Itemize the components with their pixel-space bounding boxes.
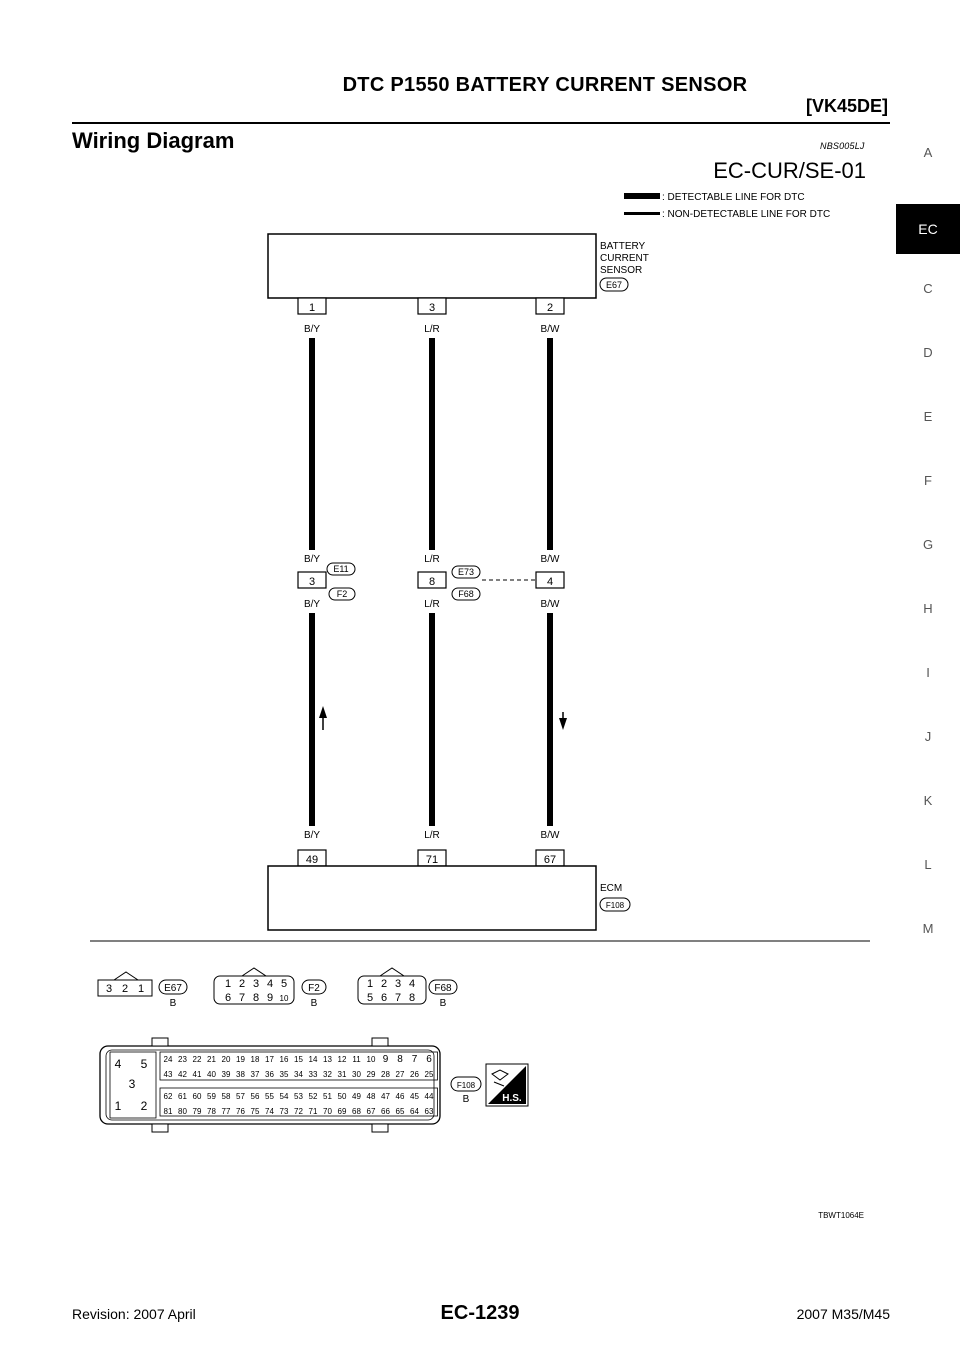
wire-color-top: B/Y [303, 324, 321, 335]
legend-non-detectable-label: : NON-DETECTABLE LINE FOR DTC [662, 209, 831, 220]
wire-color-joint-above: B/Y [303, 554, 321, 565]
connector-pin-label: 81 [163, 1107, 173, 1116]
wire-color-joint-below: L/R [424, 599, 440, 610]
connector-pin-label: 72 [294, 1107, 303, 1116]
connector-pin-label: 5 [280, 978, 288, 990]
connector-view-e67 [98, 972, 187, 1009]
connector-color-label: B [462, 1094, 470, 1105]
connector-pin-label: 40 [207, 1070, 216, 1079]
connector-pin-label: 31 [337, 1070, 347, 1079]
connector-pin-label: 16 [279, 1055, 289, 1064]
connector-pin-label: 27 [395, 1070, 405, 1079]
connector-pin-label: 2 [380, 978, 388, 990]
connector-pin-label: 64 [410, 1107, 419, 1116]
sensor-pin-label: 1 [308, 302, 316, 314]
joint-pin-label: 3 [308, 576, 316, 588]
joint-connector-f2-label: F2 [336, 589, 348, 599]
ecm-box [268, 866, 596, 930]
connector-pin-label: 68 [352, 1107, 361, 1116]
connector-pin-label: 65 [395, 1107, 405, 1116]
section-code: NBS005LJ [820, 141, 865, 151]
connector-pin-label: 20 [221, 1055, 231, 1064]
connector-pin-label: 76 [236, 1107, 245, 1116]
connector-pin-label: 3 [128, 1077, 136, 1091]
connector-pin-label: 11 [352, 1055, 361, 1064]
side-tab-i[interactable]: I [926, 665, 930, 680]
sensor-connector-label: E67 [605, 280, 623, 290]
connector-pin-label: 51 [323, 1092, 332, 1101]
connector-pin-label: 2 [140, 1099, 148, 1113]
section-title: Wiring Diagram [72, 128, 235, 153]
connector-pin-label: 38 [236, 1070, 245, 1079]
legend-non-detectable-swatch [624, 212, 660, 215]
legend [624, 192, 830, 220]
connector-pin-label: 50 [337, 1092, 347, 1101]
connector-pin-label: 77 [221, 1107, 231, 1116]
connector-pin-label: 78 [207, 1107, 216, 1116]
connector-pin-label: 71 [308, 1107, 318, 1116]
joint-connector-e11-label: E11 [333, 564, 349, 574]
ecm-pin-label: 49 [305, 854, 319, 866]
connector-pin-label: 32 [323, 1070, 332, 1079]
connector-color-label: B [169, 998, 177, 1009]
connector-pin-label: 19 [236, 1055, 245, 1064]
connector-pin-label: 74 [265, 1107, 274, 1116]
footer-revision: Revision: 2007 April [72, 1306, 196, 1322]
connector-pin-label: 1 [224, 978, 232, 990]
connector-pin-label: 9 [266, 992, 274, 1004]
connector-pin-label: 33 [308, 1070, 318, 1079]
arrow-down-icon [559, 718, 567, 730]
connector-pin-label: 46 [395, 1092, 405, 1101]
connector-pin-label: 4 [266, 978, 274, 990]
connector-pin-label: 57 [236, 1092, 245, 1101]
joint-connector-e73-label: E73 [457, 567, 475, 577]
connector-pin-label: 7 [394, 992, 402, 1004]
connector-pin-label: 12 [337, 1055, 347, 1064]
side-tab-a[interactable]: A [923, 145, 933, 160]
ecm-pin-label: 67 [543, 854, 557, 866]
wire-color-joint-above: B/W [540, 554, 560, 565]
connector-pin-label: 1 [137, 983, 145, 995]
connector-id-label: F2 [308, 983, 320, 994]
connector-latch-icon [152, 1124, 168, 1132]
wire-channel-3 [534, 298, 567, 881]
side-tab-d[interactable]: D [923, 345, 933, 360]
side-tab-j[interactable]: J [924, 729, 932, 744]
connector-pin-label: 69 [337, 1107, 347, 1116]
footer-page-number: EC-1239 [440, 1302, 520, 1324]
sensor-pin-label: 2 [546, 302, 554, 314]
connector-pin-label: 41 [192, 1070, 202, 1079]
connector-pin-label: 59 [207, 1092, 216, 1101]
connector-pin-label: 1 [114, 1099, 122, 1113]
connector-pin-label: 45 [410, 1092, 419, 1101]
connector-pin-label: 54 [279, 1092, 289, 1101]
harness-side-icon [492, 1070, 508, 1086]
connector-pin-label: 70 [323, 1107, 332, 1116]
connector-pin-label: 22 [192, 1055, 202, 1064]
hs-badge [486, 1064, 528, 1106]
connector-pin-label: 62 [163, 1092, 173, 1101]
connector-latch-icon [372, 1124, 388, 1132]
connector-pin-label: 10 [366, 1055, 376, 1064]
connector-id-label: F108 [456, 1081, 476, 1090]
connector-pin-label: 1 [366, 978, 374, 990]
connector-pin-label: 5 [140, 1057, 148, 1071]
side-tab-l[interactable]: L [924, 857, 932, 872]
side-tab-m[interactable]: M [922, 921, 934, 936]
connector-id-label: E67 [164, 983, 182, 994]
connector-id-label: F68 [434, 983, 452, 994]
connector-color-label: B [310, 998, 318, 1009]
connector-latch-icon [114, 972, 138, 980]
figure-code: TBWT1064E [818, 1211, 864, 1220]
connector-pin-label: 42 [178, 1070, 187, 1079]
sensor-name-line-2: CURRENT [600, 253, 649, 264]
connector-latch-icon [152, 1038, 168, 1046]
wire-color-joint-above: L/R [424, 554, 440, 565]
connector-color-label: B [439, 998, 447, 1009]
connector-pin-label: 14 [308, 1055, 318, 1064]
connector-pin-label: 58 [221, 1092, 231, 1101]
connector-view-f68 [358, 968, 457, 1009]
connector-pin-label: 67 [366, 1107, 376, 1116]
connector-pin-label: 3 [105, 983, 113, 995]
connector-pin-label: 23 [178, 1055, 187, 1064]
connector-pin-label: 8 [252, 992, 260, 1004]
connector-pin-label: 9 [382, 1054, 389, 1065]
connector-pin-label: 61 [178, 1092, 187, 1101]
connector-pin-label: 75 [250, 1107, 260, 1116]
connector-pin-label: 80 [178, 1107, 187, 1116]
connector-pin-label: 3 [252, 978, 260, 990]
connector-pin-label: 55 [265, 1092, 274, 1101]
sensor-name-line-3: SENSOR [600, 265, 643, 276]
joint-pin-label: 4 [546, 576, 554, 588]
wire-color-bottom: B/W [540, 830, 560, 841]
connector-pin-label: 29 [366, 1070, 376, 1079]
connector-pin-label: 52 [308, 1092, 318, 1101]
connector-pin-label: 7 [238, 992, 246, 1004]
connector-pin-label: 21 [207, 1055, 216, 1064]
connector-pin-label: 48 [366, 1092, 376, 1101]
wire-color-joint-below: B/W [540, 599, 560, 610]
side-tab-k[interactable]: K [923, 793, 933, 808]
connector-latch-icon [242, 968, 266, 976]
connector-pin-label: 34 [294, 1070, 303, 1079]
legend-detectable-label: : DETECTABLE LINE FOR DTC [662, 192, 805, 203]
connector-pin-label: 26 [410, 1070, 419, 1079]
ecm-pin-label: 71 [425, 854, 439, 866]
connector-pin-label: 49 [352, 1092, 361, 1101]
joint-pin-label: 8 [428, 576, 436, 588]
connector-pin-label: 56 [250, 1092, 260, 1101]
connector-pin-label: 35 [279, 1070, 289, 1079]
connector-pin-label: 15 [294, 1055, 303, 1064]
ecm-unit [268, 866, 630, 930]
connector-pin-label: 66 [381, 1107, 390, 1116]
connector-pin-label: 47 [381, 1092, 390, 1101]
side-tab-f[interactable]: F [924, 473, 932, 488]
footer-model: 2007 M35/M45 [796, 1306, 890, 1322]
arrow-up-icon [319, 706, 327, 718]
diagram-code: EC-CUR/SE-01 [713, 158, 866, 183]
connector-view-f2 [214, 968, 326, 1009]
connector-pin-label: 30 [352, 1070, 361, 1079]
connector-pin-label: 60 [192, 1092, 202, 1101]
connector-pin-label: 17 [265, 1055, 274, 1064]
page-title: DTC P1550 BATTERY CURRENT SENSOR [342, 74, 748, 96]
side-tab-g[interactable]: G [922, 537, 934, 552]
connector-pin-label: 28 [381, 1070, 390, 1079]
sensor-box [268, 234, 596, 298]
wire-color-top: B/W [540, 324, 560, 335]
connector-pin-label: 25 [424, 1070, 434, 1079]
connector-pin-label: 7 [411, 1054, 418, 1065]
connector-pin-label: 6 [224, 992, 232, 1004]
wire-color-joint-below: B/Y [303, 599, 321, 610]
connector-pin-label: 8 [397, 1054, 403, 1065]
connector-pin-label: 2 [238, 978, 246, 990]
signal-arrows [319, 706, 567, 730]
side-tab-c[interactable]: C [923, 281, 933, 296]
engine-code: [VK45DE] [805, 96, 888, 116]
connector-pin-label: 4 [408, 978, 416, 990]
connector-latch-icon [372, 1038, 388, 1046]
legend-detectable-swatch [624, 193, 660, 199]
battery-current-sensor [268, 234, 649, 298]
connector-pin-label: 44 [424, 1092, 434, 1101]
ecm-name: ECM [600, 883, 623, 894]
connector-pin-label: 43 [163, 1070, 173, 1079]
joint-connector-f68-label: F68 [458, 589, 474, 599]
connector-pin-label: 36 [265, 1070, 274, 1079]
connector-pin-label: 3 [394, 978, 402, 990]
connector-pin-label: 8 [408, 992, 416, 1004]
connector-face-views [98, 968, 481, 1132]
connector-pin-label: 10 [279, 994, 289, 1003]
connector-pin-label: 5 [366, 992, 374, 1004]
connector-pin-label: 4 [114, 1057, 122, 1071]
connector-pin-label: 13 [323, 1055, 332, 1064]
connector-pin-label: 53 [294, 1092, 303, 1101]
wire-channel-2 [411, 298, 453, 881]
side-tab-ec[interactable]: EC [896, 204, 960, 254]
wire-color-bottom: B/Y [303, 830, 321, 841]
connector-pin-label: 37 [250, 1070, 260, 1079]
connector-pin-label: 39 [221, 1070, 231, 1079]
sensor-name-line-1: BATTERY [600, 241, 646, 252]
sensor-pin-label: 3 [428, 302, 436, 314]
connector-pin-label: 24 [163, 1055, 173, 1064]
wire-color-bottom: L/R [424, 830, 440, 841]
connector-pin-label: 2 [121, 983, 129, 995]
wire-color-top: L/R [424, 324, 440, 335]
connector-pin-label: 6 [380, 992, 388, 1004]
side-tab-h[interactable]: H [923, 601, 933, 616]
connector-pin-label: 73 [279, 1107, 289, 1116]
connector-pin-label: 18 [250, 1055, 260, 1064]
connector-pin-label: 63 [424, 1107, 434, 1116]
side-tab-e[interactable]: E [923, 409, 933, 424]
connector-view-f108 [100, 1038, 481, 1132]
connector-pin-label: 79 [192, 1107, 202, 1116]
hs-badge-label: H.S. [502, 1093, 522, 1104]
ecm-connector-label: F108 [605, 901, 625, 910]
connector-latch-icon [380, 968, 404, 976]
connector-pin-label: 6 [426, 1054, 432, 1065]
